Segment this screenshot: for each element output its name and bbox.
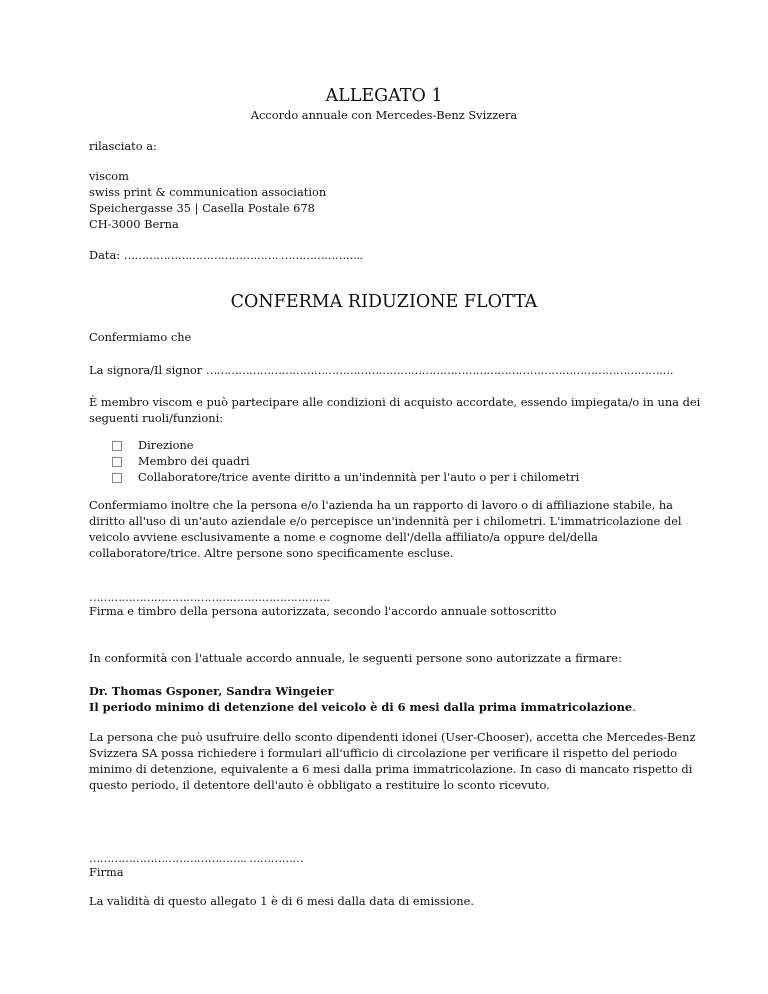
member-text: È membro viscom e può partecipare alle condizioni di acquisto accordate, essendo impiegata/o in una dei: [89, 395, 701, 409]
authorized-names: Dr. Thomas Gsponer, Sandra Wingeier: [89, 684, 334, 698]
date-blank: ……………………………………. …………………..: [123, 248, 363, 262]
section-title: CONFERMA RIDUZIONE FLOTTA: [230, 292, 538, 312]
user-chooser-line: minimo di detenzione, equivalente a 6 mesi dalla prima immatricolazione. In caso di mancato rispetto di: [89, 762, 693, 776]
paragraph-line: collaboratore/trice. Altre persone sono specificamente escluse.: [89, 546, 454, 560]
user-chooser-line: Svizzera SA possa richiedere i formulari all'ufficio di circolazione per verificare il rispetto del periodo: [89, 746, 678, 760]
checkbox-icon[interactable]: [112, 473, 122, 483]
page-subtitle: Accordo annuale con Mercedes-Benz Svizzera: [250, 108, 518, 122]
address-line: swiss print & communication association: [89, 185, 327, 199]
person-label: La signora/Il signor: [89, 363, 203, 377]
user-chooser-line: La persona che può usufruire dello sconto dipendenti idonei (User-Chooser), accetta che Mercedes-Benz: [89, 730, 696, 744]
address-line: CH-3000 Berna: [89, 217, 179, 231]
signature-caption: Firma: [89, 865, 124, 879]
authorized-intro: In conformità con l'attuale accordo annuale, le seguenti persone sono autorizzate a firmare:: [89, 651, 622, 665]
role-label: Collaboratore/trice avente diritto a un'indennità per l'auto o per i chilometri: [138, 470, 580, 484]
date-label: Data:: [89, 248, 121, 262]
issued-to-label: rilasciato a:: [89, 139, 157, 153]
signature-caption: Firma e timbro della persona autorizzata, secondo l'accordo annuale sottoscritto: [89, 604, 557, 618]
signature-blank: …………………………………….. ……………: [89, 851, 304, 865]
holding-period-end: .: [632, 700, 636, 714]
user-chooser-line: questo periodo, il detentore dell'auto è obbligato a restituire lo sconto ricevuto.: [89, 778, 550, 792]
member-text: seguenti ruoli/funzioni:: [89, 411, 224, 425]
holding-period: [89, 699, 636, 715]
checkbox-icon[interactable]: [112, 441, 122, 451]
role-option-collaboratore[interactable]: [112, 469, 579, 485]
person-field: [89, 362, 673, 378]
holding-period-text: Il periodo minimo di detenzione del veicolo è di 6 mesi dalla prima immatricolazione: [89, 700, 633, 714]
role-label: Direzione: [138, 438, 194, 452]
page-title: ALLEGATO 1: [325, 86, 443, 106]
validity-note: La validità di questo allegato 1 è di 6 mesi dalla data di emissione.: [89, 894, 474, 908]
address-line: viscom: [89, 169, 129, 183]
paragraph-line: diritto all'uso di un'auto aziendale e/o percepisce un'indennità per i chilometri. L'immatricolazione del: [89, 514, 682, 528]
role-option-direzione[interactable]: [112, 437, 194, 453]
address-line: Speichergasse 35 | Casella Postale 678: [89, 201, 315, 215]
role-option-quadri[interactable]: [112, 453, 250, 469]
person-blank: ………………………………………………………………………………………………………………….: [205, 363, 673, 377]
checkbox-icon[interactable]: [112, 457, 122, 467]
paragraph-line: Confermiamo inoltre che la persona e/o l'azienda ha un rapporto di lavoro o di affiliazione stabile, ha: [89, 498, 673, 512]
role-label: Membro dei quadri: [138, 454, 250, 468]
confirm-intro: Confermiamo che: [89, 330, 192, 344]
date-field: [89, 247, 362, 263]
paragraph-line: veicolo avviene esclusivamente a nome e cognome dell'/della affiliato/a oppure del/della: [89, 530, 598, 544]
signature-blank: ………………………………………………………….: [89, 590, 330, 604]
